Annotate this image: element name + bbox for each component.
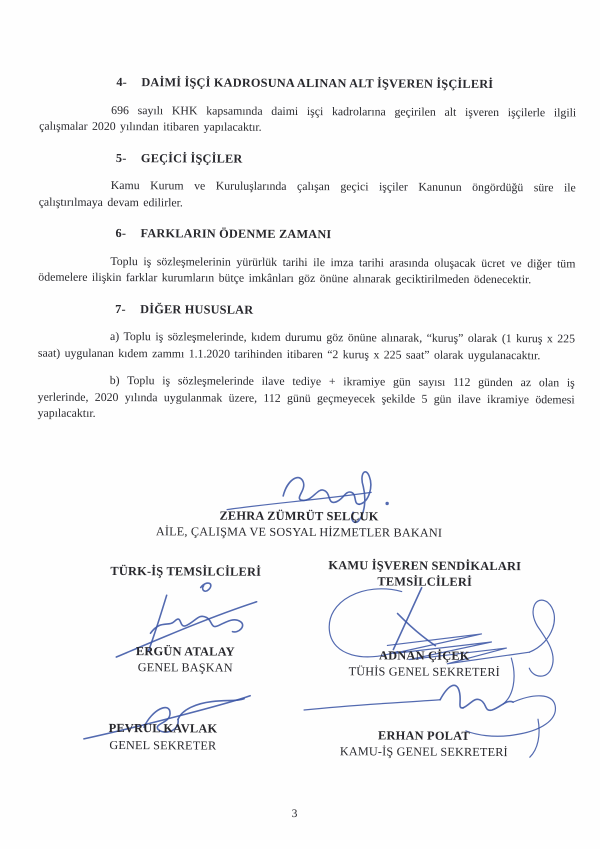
section-4-number: 4- (116, 75, 128, 90)
section-7-title: DİĞER HUSUSLAR (140, 301, 254, 317)
section-7-paragraph-a: a) Toplu iş sözleşmelerinde, kıdem durumu göz önüne alınarak, “kuruş” olarak (1 kuruş x 225 saat) uygulanan kıdem zammı 1.1.2020 tarihinden itibaren “2 kuruş x 225 saat” olarak uygulanacaktır. (37, 329, 576, 362)
signer-name-ergun-atalay: ERGÜN ATALAY (135, 644, 235, 659)
document-body (38, 59, 577, 435)
section-6-title: FARKLARIN ÖDENME ZAMANI (140, 226, 332, 242)
section-4-paragraph: 696 sayılı KHK kapsamında daimi işçi kadrolarına geçirilen alt işveren işçilerle ilgili çalışmalar 2020 yılından itibaren yapılacaktır. (39, 102, 577, 134)
section-7-heading (115, 301, 575, 320)
section-4-title: DAİMİ İŞÇİ KADROSUNA ALINAN ALT İŞVEREN İŞÇİLERİ (141, 75, 494, 92)
section-5-title: GEÇİCİ İŞÇİLER (140, 150, 243, 166)
section-7-paragraph-b: b) Toplu iş sözleşmelerinde ilave tediye + ikramiye gün sayısı 112 günden az olan iş yerlerinde, 2020 yılında uygulanmak üzere, 112 günü geçmeyecek şekilde 5 gün ilave ikramiye ödemesi yapılacaktır. (37, 373, 575, 420)
left-column-header: TÜRK-İŞ TEMSİLCİLERİ (110, 564, 262, 579)
minister-title: AİLE, ÇALIŞMA VE SOSYAL HİZMETLER BAKANI (155, 524, 443, 540)
right-column-header (299, 557, 551, 590)
minister-name: ZEHRA ZÜMRÜT SELÇUK (219, 508, 379, 524)
section-7-number: 7- (115, 301, 126, 316)
signature-adnan-cicek (301, 575, 564, 708)
signer-name-pevrul-kavlak: PEVRUL KAVLAK (108, 721, 218, 736)
section-5-number: 5- (115, 150, 127, 165)
signer-title-genel-sekreter: GENEL SEKRETER (109, 738, 217, 753)
right-column-header-line1: KAMU İŞVEREN SENDİKALARI (328, 558, 522, 574)
section-4-heading (116, 74, 576, 93)
page-number: 3 (291, 807, 298, 820)
signer-name-erhan-polat: ERHAN POLAT (377, 728, 470, 743)
section-5-heading (116, 150, 576, 169)
section-6-paragraph: Toplu iş sözleşmelerinin yürürlük tarihi ile imza tarihi arasında oluşacak ücret ve diğer tüm ödemelere ilişkin farklar kurumların bütçe imkânları göz önüne alınarak geciktirilmeden ödenecektir. (38, 253, 576, 287)
section-6-heading (116, 225, 576, 244)
right-column-header-line2: TEMSİLCİLERİ (377, 574, 473, 589)
section-5-paragraph: Kamu Kurum ve Kuruluşlarında çalışan geçici işçiler Kanunun öngördüğü süre ile çalıştırılmaya devam edilirler. (38, 178, 576, 209)
section-6-number: 6- (115, 226, 127, 241)
signer-title-tuhis-genel-sekreteri: TÜHİS GENEL SEKRETERİ (348, 664, 500, 680)
signer-title-kamu-is-genel-sekreteri: KAMU-İŞ GENEL SEKRETERİ (339, 744, 508, 760)
signer-name-adnan-cicek: ADNAN ÇİÇEK (378, 648, 470, 663)
signer-title-genel-baskan: GENEL BAŞKAN (137, 660, 233, 675)
